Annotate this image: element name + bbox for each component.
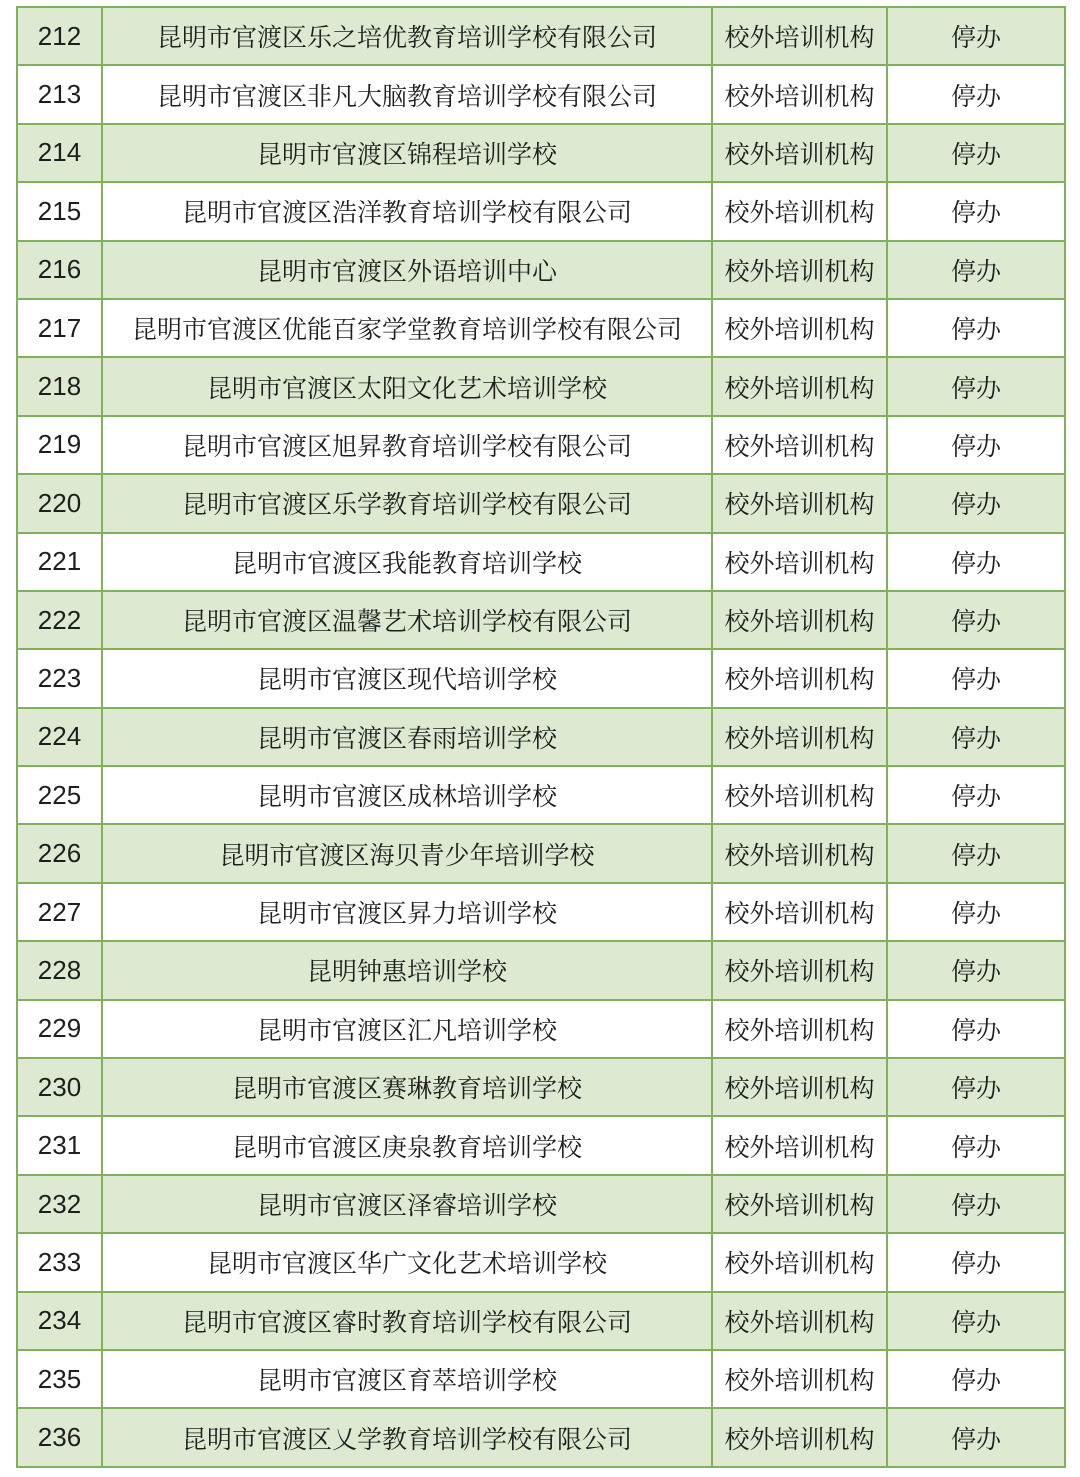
table-row xyxy=(17,591,1065,649)
institution-status: 停办 xyxy=(887,1175,1065,1233)
institution-name: 昆明市官渡区成林培训学校 xyxy=(102,766,712,824)
institution-status: 停办 xyxy=(887,883,1065,941)
row-number: 235 xyxy=(17,1350,102,1408)
institution-status: 停办 xyxy=(887,7,1065,65)
table-row xyxy=(17,649,1065,707)
institution-status: 停办 xyxy=(887,416,1065,474)
institution-type: 校外培训机构 xyxy=(712,7,887,65)
table-row xyxy=(17,7,1065,65)
institution-name: 昆明市官渡区锦程培训学校 xyxy=(102,124,712,182)
table-row xyxy=(17,357,1065,415)
table-row xyxy=(17,708,1065,766)
table-row xyxy=(17,1408,1065,1466)
row-number: 222 xyxy=(17,591,102,649)
row-number: 220 xyxy=(17,474,102,532)
table-row xyxy=(17,1175,1065,1233)
institution-name: 昆明市官渡区温馨艺术培训学校有限公司 xyxy=(102,591,712,649)
table-row xyxy=(17,299,1065,357)
row-number: 228 xyxy=(17,941,102,999)
institution-name: 昆明市官渡区外语培训中心 xyxy=(102,241,712,299)
row-number: 218 xyxy=(17,357,102,415)
institution-type: 校外培训机构 xyxy=(712,1000,887,1058)
institution-name: 昆明市官渡区昇力培训学校 xyxy=(102,883,712,941)
institution-type: 校外培训机构 xyxy=(712,1058,887,1116)
table-row xyxy=(17,824,1065,882)
institution-status: 停办 xyxy=(887,941,1065,999)
institution-type: 校外培训机构 xyxy=(712,533,887,591)
table-row xyxy=(17,1058,1065,1116)
institution-name: 昆明市官渡区春雨培训学校 xyxy=(102,708,712,766)
institution-type: 校外培训机构 xyxy=(712,124,887,182)
institution-name: 昆明市官渡区乐学教育培训学校有限公司 xyxy=(102,474,712,532)
row-number: 229 xyxy=(17,1000,102,1058)
institution-status: 停办 xyxy=(887,65,1065,123)
institution-status: 停办 xyxy=(887,474,1065,532)
institution-table-container xyxy=(16,6,1064,1468)
institution-name: 昆明市官渡区海贝青少年培训学校 xyxy=(102,824,712,882)
table-row xyxy=(17,1350,1065,1408)
row-number: 213 xyxy=(17,65,102,123)
institution-status: 停办 xyxy=(887,591,1065,649)
row-number: 217 xyxy=(17,299,102,357)
institution-type: 校外培训机构 xyxy=(712,1233,887,1291)
row-number: 223 xyxy=(17,649,102,707)
institution-type: 校外培训机构 xyxy=(712,241,887,299)
institution-table xyxy=(16,6,1066,1468)
row-number: 216 xyxy=(17,241,102,299)
institution-name: 昆明市官渡区浩洋教育培训学校有限公司 xyxy=(102,182,712,240)
institution-name: 昆明市官渡区我能教育培训学校 xyxy=(102,533,712,591)
institution-name: 昆明市官渡区育萃培训学校 xyxy=(102,1350,712,1408)
institution-type: 校外培训机构 xyxy=(712,766,887,824)
institution-status: 停办 xyxy=(887,1000,1065,1058)
institution-type: 校外培训机构 xyxy=(712,65,887,123)
institution-type: 校外培训机构 xyxy=(712,1350,887,1408)
institution-name: 昆明市官渡区非凡大脑教育培训学校有限公司 xyxy=(102,65,712,123)
institution-name: 昆明市官渡区赛琳教育培训学校 xyxy=(102,1058,712,1116)
institution-status: 停办 xyxy=(887,124,1065,182)
table-row xyxy=(17,416,1065,474)
institution-status: 停办 xyxy=(887,1233,1065,1291)
row-number: 231 xyxy=(17,1116,102,1174)
institution-type: 校外培训机构 xyxy=(712,182,887,240)
row-number: 212 xyxy=(17,7,102,65)
institution-type: 校外培训机构 xyxy=(712,591,887,649)
institution-type: 校外培训机构 xyxy=(712,883,887,941)
table-row xyxy=(17,182,1065,240)
institution-type: 校外培训机构 xyxy=(712,1292,887,1350)
table-row xyxy=(17,766,1065,824)
table-row xyxy=(17,124,1065,182)
row-number: 221 xyxy=(17,533,102,591)
table-row xyxy=(17,1233,1065,1291)
table-row xyxy=(17,474,1065,532)
row-number: 227 xyxy=(17,883,102,941)
institution-type: 校外培训机构 xyxy=(712,416,887,474)
institution-status: 停办 xyxy=(887,299,1065,357)
row-number: 230 xyxy=(17,1058,102,1116)
institution-status: 停办 xyxy=(887,824,1065,882)
row-number: 225 xyxy=(17,766,102,824)
row-number: 214 xyxy=(17,124,102,182)
institution-type: 校外培训机构 xyxy=(712,824,887,882)
row-number: 234 xyxy=(17,1292,102,1350)
institution-status: 停办 xyxy=(887,1350,1065,1408)
institution-name: 昆明市官渡区乐之培优教育培训学校有限公司 xyxy=(102,7,712,65)
institution-status: 停办 xyxy=(887,241,1065,299)
row-number: 215 xyxy=(17,182,102,240)
institution-type: 校外培训机构 xyxy=(712,1175,887,1233)
institution-status: 停办 xyxy=(887,1116,1065,1174)
institution-status: 停办 xyxy=(887,649,1065,707)
institution-status: 停办 xyxy=(887,708,1065,766)
row-number: 233 xyxy=(17,1233,102,1291)
institution-status: 停办 xyxy=(887,766,1065,824)
table-row xyxy=(17,883,1065,941)
row-number: 224 xyxy=(17,708,102,766)
institution-name: 昆明市官渡区优能百家学堂教育培训学校有限公司 xyxy=(102,299,712,357)
institution-status: 停办 xyxy=(887,357,1065,415)
institution-name: 昆明钟惠培训学校 xyxy=(102,941,712,999)
row-number: 219 xyxy=(17,416,102,474)
institution-type: 校外培训机构 xyxy=(712,1408,887,1466)
institution-status: 停办 xyxy=(887,533,1065,591)
institution-status: 停办 xyxy=(887,182,1065,240)
table-row xyxy=(17,241,1065,299)
institution-type: 校外培训机构 xyxy=(712,474,887,532)
institution-name: 昆明市官渡区华广文化艺术培训学校 xyxy=(102,1233,712,1291)
table-row xyxy=(17,941,1065,999)
institution-status: 停办 xyxy=(887,1292,1065,1350)
institution-name: 昆明市官渡区泽睿培训学校 xyxy=(102,1175,712,1233)
institution-type: 校外培训机构 xyxy=(712,708,887,766)
table-row xyxy=(17,1292,1065,1350)
institution-type: 校外培训机构 xyxy=(712,1116,887,1174)
institution-status: 停办 xyxy=(887,1408,1065,1466)
institution-name: 昆明市官渡区汇凡培训学校 xyxy=(102,1000,712,1058)
table-row xyxy=(17,533,1065,591)
institution-name: 昆明市官渡区现代培训学校 xyxy=(102,649,712,707)
institution-name: 昆明市官渡区乂学教育培训学校有限公司 xyxy=(102,1408,712,1466)
table-row xyxy=(17,65,1065,123)
row-number: 226 xyxy=(17,824,102,882)
table-row xyxy=(17,1000,1065,1058)
institution-name: 昆明市官渡区旭昇教育培训学校有限公司 xyxy=(102,416,712,474)
table-row xyxy=(17,1116,1065,1174)
institution-type: 校外培训机构 xyxy=(712,941,887,999)
institution-status: 停办 xyxy=(887,1058,1065,1116)
institution-type: 校外培训机构 xyxy=(712,649,887,707)
institution-type: 校外培训机构 xyxy=(712,357,887,415)
institution-type: 校外培训机构 xyxy=(712,299,887,357)
institution-name: 昆明市官渡区庚泉教育培训学校 xyxy=(102,1116,712,1174)
row-number: 236 xyxy=(17,1408,102,1466)
row-number: 232 xyxy=(17,1175,102,1233)
institution-name: 昆明市官渡区睿时教育培训学校有限公司 xyxy=(102,1292,712,1350)
institution-name: 昆明市官渡区太阳文化艺术培训学校 xyxy=(102,357,712,415)
